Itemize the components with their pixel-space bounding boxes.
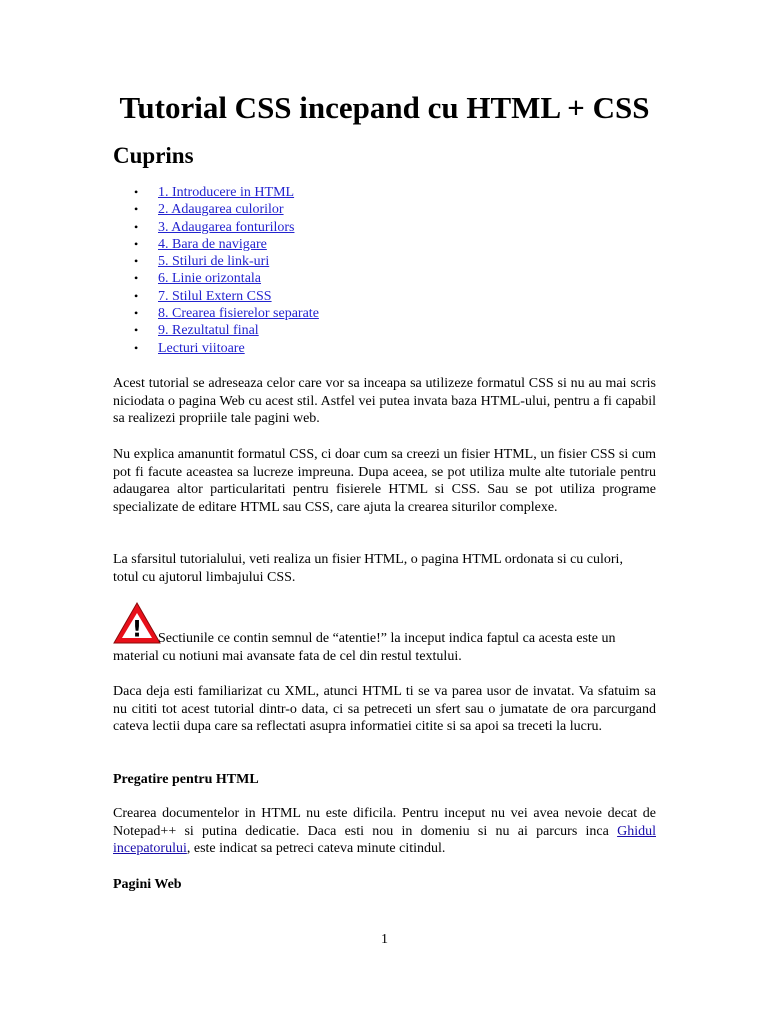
toc-heading: Cuprins [113, 143, 194, 168]
pregatire-text-start: Crearea documentelor in HTML nu este dificila. Pentru inceput nu vei avea nevoie decat de Notepad++ si putina dedicatie. Daca esti nou in domeniu si nu ai parcurs inca [113, 806, 656, 839]
toc-item [113, 340, 319, 357]
explanation-paragraph: Nu explica amanuntit formatul CSS, ci doar cum sa creezi un fisier HTML, un fisier CSS si cum pot fi facute aceastea sa lucreze impreuna. Dupa aceea, se pot utiliza multe alte tutoriale pentru adaugarea altor particularitati pentru fisierele HTML si CSS. Sau se pot utiliza programe specializate de editare HTML sau CSS, care ajuta la crearea siturilor complexe. [113, 447, 656, 515]
bullet-icon: • [134, 271, 139, 286]
bullet-icon: • [134, 340, 139, 355]
result-paragraph: La sfarsitul tutorialului, veti realiza un fisier HTML, o pagina HTML ordonata si cu culori, totul cu ajutorul limbajului CSS. [113, 552, 623, 585]
toc-link-introducere-html[interactable]: 1. Introducere in HTML [158, 185, 295, 200]
bullet-icon: • [134, 219, 139, 234]
toc-link-lecturi-viitoare[interactable]: Lecturi viitoare [158, 340, 245, 356]
table-of-contents [113, 184, 319, 357]
warning-exclamation: ! [131, 617, 143, 643]
toc-link-adaugarea-culorilor[interactable]: 2. Adaugarea culorilor [158, 202, 284, 218]
bullet-icon: • [134, 185, 139, 199]
bullet-icon: • [134, 254, 139, 269]
toc-item [113, 253, 319, 270]
toc-item [113, 184, 319, 201]
bullet-icon: • [134, 236, 139, 251]
toc-link-linie-orizontala[interactable]: 6. Linie orizontala [158, 271, 262, 287]
pregatire-paragraph [113, 805, 656, 858]
toc-link-rezultatul-final[interactable]: 9. Rezultatul final [158, 323, 259, 339]
toc-item [113, 322, 319, 339]
bullet-icon: • [134, 288, 139, 303]
pregatire-text-end: , este indicat sa petreci cateva minute citindul. [186, 841, 446, 857]
toc-item [113, 201, 319, 218]
page-title: Tutorial CSS incepand cu HTML + CSS [119, 90, 650, 125]
toc-item [113, 288, 319, 305]
bullet-icon: • [134, 306, 139, 321]
toc-link-crearea-fisierelor-separate[interactable]: 8. Crearea fisierelor separate [158, 306, 319, 322]
toc-item [113, 305, 319, 322]
toc-link-stiluri-de-link-uri[interactable]: 5. Stiluri de link-uri [158, 254, 270, 270]
page-number: 1 [381, 932, 388, 947]
warning-paragraph: Sectiunile ce contin semnul de “atentie!” la inceput indica faptul ca acesta este un material cu notiuni mai avansate fata de cel din restul textului. [113, 631, 616, 664]
toc-link-adaugarea-fonturilors[interactable]: 3. Adaugarea fonturilors [158, 219, 295, 235]
toc-item [113, 236, 319, 253]
intro-paragraph: Acest tutorial se adreseaza celor care vor sa inceapa sa utilizeze formatul CSS si nu au mai scris niciodata o pagina Web cu acest stil. Astfel vei putea invata baza HTML-ului, pentru a fi capabil sa realizezi propriile tale pagini web. [113, 376, 656, 427]
xml-paragraph: Daca deja esti familiarizat cu XML, atunci HTML ti se va parea usor de invatat. Va sfatuim sa nu cititi tot acest tutorial dintr-o data, ci sa petreceti un sfert sau o jumatate de ora parcurgand cateva lectii dupa care sa reflectati asupra informatiei citite si sa apoi sa treceti la lucru. [113, 684, 656, 735]
ghidul-incepatorului-link[interactable]: Ghidul incepatorului [113, 823, 656, 857]
bullet-icon: • [134, 323, 139, 338]
toc-item [113, 219, 319, 236]
section-heading-pregatire-html: Pregatire pentru HTML [113, 772, 259, 787]
toc-link-bara-de-navigare[interactable]: 4. Bara de navigare [158, 236, 267, 252]
toc-link-stilul-extern-css[interactable]: 7. Stilul Extern CSS [158, 288, 272, 304]
toc-item [113, 270, 319, 287]
bullet-icon: • [134, 202, 139, 217]
section-heading-pagini-web: Pagini Web [113, 877, 182, 892]
